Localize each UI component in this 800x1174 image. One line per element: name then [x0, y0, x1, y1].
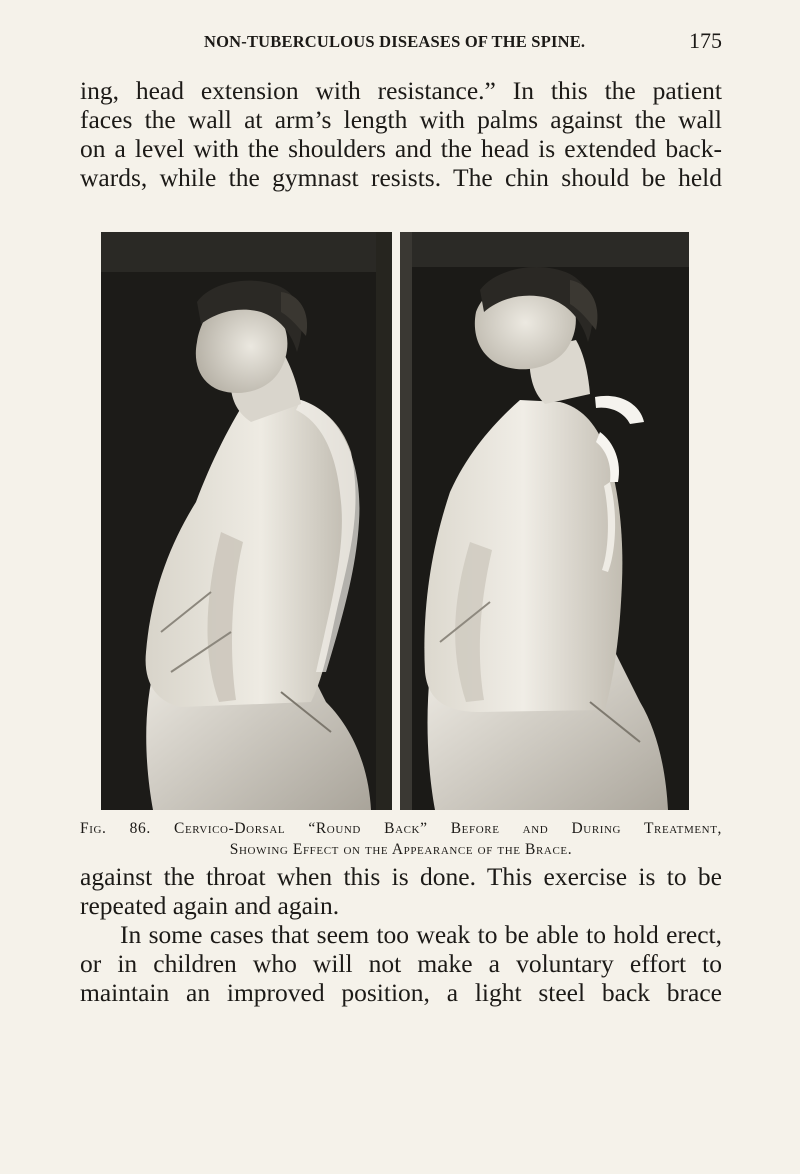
running-title: NON-TUBERCULOUS DISEASES OF THE SPINE.: [204, 32, 586, 51]
patient-during-treatment-with-brace-photo: [400, 232, 689, 810]
text-line: maintain an improved position, a light steel back brace: [80, 978, 722, 1007]
text-line: wards, while the gymnast resists. The chin should be held: [80, 163, 722, 192]
figure-86: [101, 232, 689, 810]
text-line: against the throat when this is done. This exercise is to be: [80, 862, 722, 891]
running-head: [78, 30, 722, 58]
text-line: ing, head extension with resistance.” In this the patient: [80, 76, 722, 105]
text-line: or in children who will not make a voluntary effort to: [80, 949, 722, 978]
page-number: 175: [689, 28, 722, 53]
text-line: In some cases that seem too weak to be able to hold erect,: [120, 920, 722, 949]
before-photo-drawing: [101, 232, 392, 810]
caption-line-2: Showing Effect on the Appearance of the Brace.: [229, 841, 573, 858]
paragraph-bottom: [80, 920, 722, 1007]
paragraph-middle: [80, 862, 722, 920]
paragraph-top: [80, 76, 722, 192]
text-line: faces the wall at arm’s length with palms against the wall: [80, 105, 722, 134]
during-photo-drawing: [400, 232, 689, 810]
text-line: repeated again and again.: [80, 891, 340, 920]
patient-before-treatment-photo: [101, 232, 392, 810]
figure-caption: [80, 818, 722, 860]
text-line: on a level with the shoulders and the head is extended back-: [80, 134, 722, 163]
caption-line-1: Fig. 86. Cervico-Dorsal “Round Back” Before and During Treatment,: [80, 820, 722, 837]
